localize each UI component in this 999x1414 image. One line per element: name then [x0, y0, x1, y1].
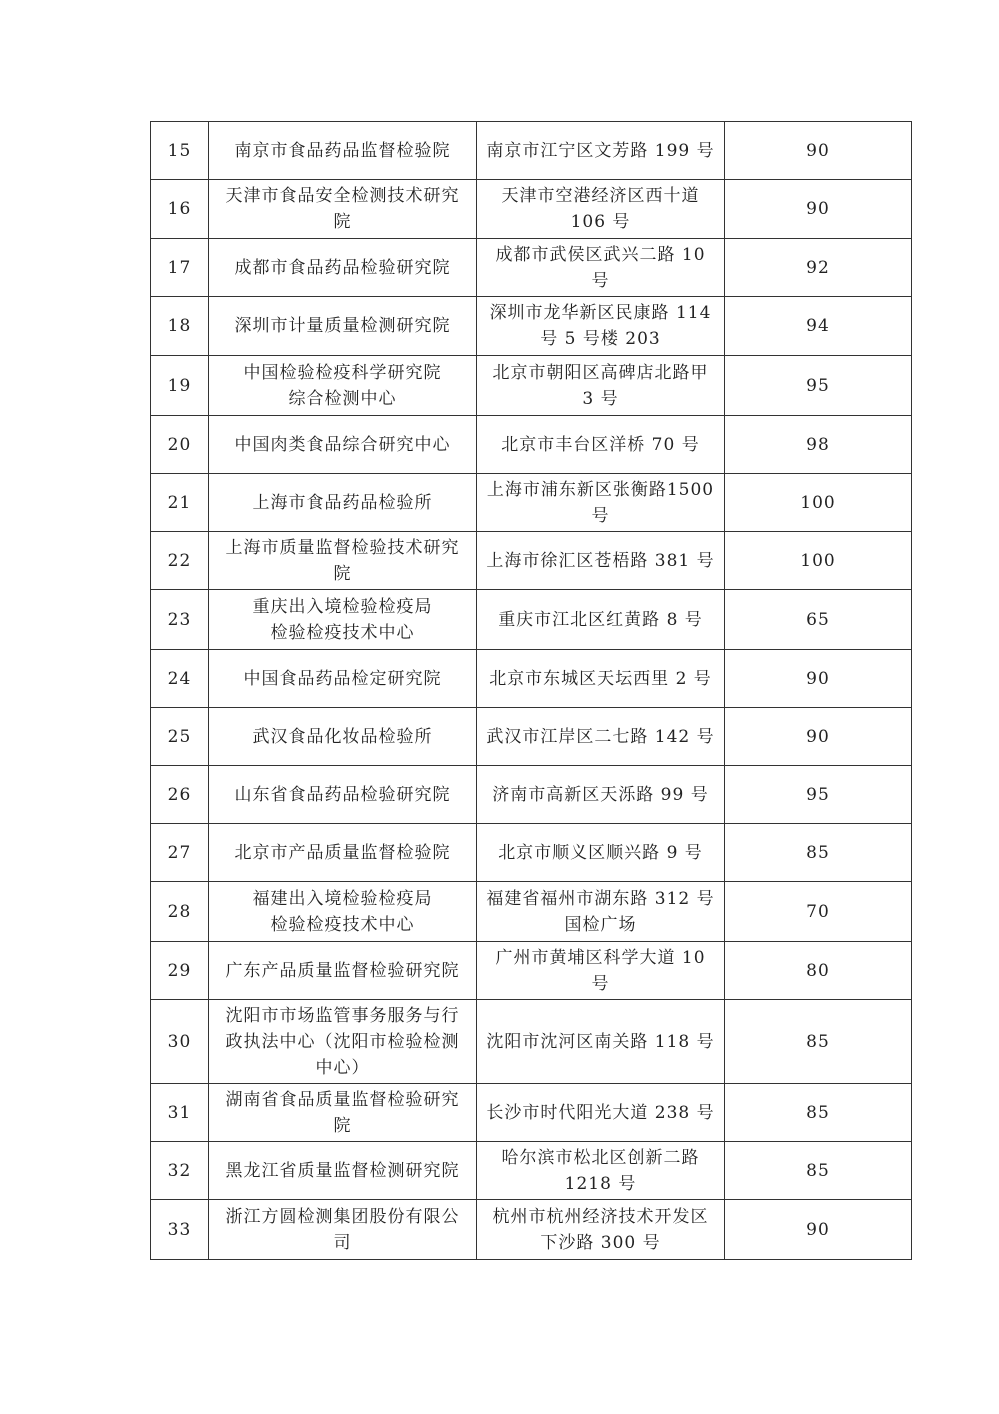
row-value: 100 [725, 474, 912, 532]
row-number: 22 [151, 532, 209, 590]
institution-name-line: 上海市食品药品检验所 [252, 492, 433, 513]
table-row [151, 1084, 912, 1142]
institution-address-line: 号 5 号楼 203 [540, 329, 661, 349]
institution-address-line: 上海市徐汇区苍梧路 381 号 [486, 550, 715, 571]
institution-address [477, 708, 725, 766]
row-number: 27 [151, 824, 209, 882]
institution-address [477, 297, 725, 356]
table-row [151, 532, 912, 590]
institution-address [477, 122, 725, 180]
table-row [151, 122, 912, 180]
row-value: 90 [725, 650, 912, 708]
institution-name-line: 山东省食品药品检验研究院 [234, 784, 451, 805]
institution-name-line: 天津市食品安全检测技术研究 [225, 186, 460, 206]
institution-address [477, 180, 725, 239]
institution-address-line: 号 [591, 505, 610, 526]
institution-name-line: 北京市产品质量监督检验院 [234, 842, 451, 863]
institution-name-line: 深圳市计量质量检测研究院 [234, 316, 451, 336]
institution-name [209, 942, 477, 1000]
row-value: 92 [725, 239, 912, 297]
institution-name [209, 474, 477, 532]
institution-address [477, 882, 725, 942]
institution-address [477, 239, 725, 297]
row-value: 90 [725, 180, 912, 239]
institution-name-line: 中国检验检疫科学研究院 [243, 362, 442, 383]
table-row [151, 239, 912, 297]
row-value: 85 [725, 1084, 912, 1142]
institution-address-line: 济南市高新区天泺路 99 号 [492, 784, 709, 805]
row-value: 85 [725, 1000, 912, 1084]
table-row [151, 297, 912, 356]
institution-name [209, 708, 477, 766]
institution-address-line: 长沙市时代阳光大道 238 号 [486, 1102, 715, 1123]
institution-address [477, 474, 725, 532]
institution-name-line: 武汉食品化妆品检验所 [252, 726, 433, 747]
table-row [151, 708, 912, 766]
institution-address-line: 武汉市江岸区二七路 142 号 [486, 726, 715, 747]
institution-name [209, 1200, 477, 1260]
institution-name-line: 综合检测中心 [288, 388, 397, 409]
row-number: 29 [151, 942, 209, 1000]
institution-name-line: 广东产品质量监督检验研究院 [225, 960, 460, 981]
table-body [151, 122, 912, 1260]
institution-name-line: 黑龙江省质量监督检测研究院 [225, 1160, 460, 1181]
row-value: 80 [725, 942, 912, 1000]
institution-name-line: 检验检疫技术中心 [270, 914, 415, 935]
row-value: 85 [725, 1142, 912, 1200]
row-value: 94 [725, 297, 912, 356]
institution-address-line: 天津市空港经济区西十道 [501, 186, 700, 206]
institution-name-line: 检验检疫技术中心 [270, 622, 415, 643]
institution-name-line: 院 [333, 563, 352, 584]
table-row [151, 1200, 912, 1260]
institution-address-line: 3 号 [582, 388, 619, 409]
institution-name-line: 司 [333, 1232, 352, 1253]
institution-address [477, 416, 725, 474]
institution-address [477, 1200, 725, 1260]
table-row [151, 474, 912, 532]
institution-address [477, 650, 725, 708]
row-value: 90 [725, 1200, 912, 1260]
row-value: 70 [725, 882, 912, 942]
row-value: 95 [725, 766, 912, 824]
institution-address-line: 北京市丰台区洋桥 70 号 [501, 434, 700, 455]
institution-name-line: 重庆出入境检验检疫局 [252, 596, 433, 617]
institution-address-line: 北京市顺义区顺兴路 9 号 [498, 842, 703, 863]
institution-address-line: 深圳市龙华新区民康路 114 [489, 303, 712, 323]
table-row [151, 766, 912, 824]
table-row [151, 590, 912, 650]
institution-address [477, 1084, 725, 1142]
institution-address-line: 哈尔滨市松北区创新二路 [501, 1147, 700, 1168]
institution-name-line: 上海市质量监督检验技术研究 [225, 537, 460, 558]
institution-address-line: 北京市朝阳区高碑店北路甲 [492, 362, 709, 383]
institution-address [477, 532, 725, 590]
row-value: 85 [725, 824, 912, 882]
row-number: 18 [151, 297, 209, 356]
row-number: 20 [151, 416, 209, 474]
row-number: 32 [151, 1142, 209, 1200]
row-number: 25 [151, 708, 209, 766]
institution-name-line: 南京市食品药品监督检验院 [234, 140, 451, 161]
institution-name [209, 416, 477, 474]
institution-name-line: 中心） [315, 1057, 370, 1078]
institution-name-line: 福建出入境检验检疫局 [252, 888, 433, 909]
row-number: 24 [151, 650, 209, 708]
row-number: 23 [151, 590, 209, 650]
row-value: 100 [725, 532, 912, 590]
institution-name-line: 中国肉类食品综合研究中心 [234, 434, 451, 455]
row-value: 90 [725, 122, 912, 180]
row-value: 95 [725, 356, 912, 416]
institution-name-line: 院 [333, 212, 352, 232]
institution-table [150, 121, 912, 1260]
institution-name [209, 239, 477, 297]
institution-address-line: 1218 号 [564, 1173, 637, 1194]
institution-address [477, 590, 725, 650]
table-row [151, 180, 912, 239]
row-number: 17 [151, 239, 209, 297]
table-row [151, 356, 912, 416]
institution-address-line: 广州市黄埔区科学大道 10 [495, 947, 706, 968]
institution-name [209, 824, 477, 882]
institution-name [209, 1142, 477, 1200]
institution-name [209, 766, 477, 824]
row-value: 65 [725, 590, 912, 650]
row-number: 26 [151, 766, 209, 824]
row-number: 21 [151, 474, 209, 532]
institution-name [209, 356, 477, 416]
institution-address [477, 942, 725, 1000]
institution-name [209, 532, 477, 590]
institution-name-line: 湖南省食品质量监督检验研究 [225, 1089, 460, 1110]
row-number: 30 [151, 1000, 209, 1084]
institution-name-line: 院 [333, 1115, 352, 1136]
table-row [151, 824, 912, 882]
institution-name-line: 政执法中心（沈阳市检验检测 [225, 1031, 460, 1052]
institution-address-line: 下沙路 300 号 [540, 1232, 661, 1253]
table-row [151, 1000, 912, 1084]
institution-address [477, 824, 725, 882]
institution-address-line: 成都市武侯区武兴二路 10 [495, 244, 706, 265]
institution-name-line: 沈阳市市场监管事务服务与行 [225, 1005, 460, 1026]
institution-address-line: 重庆市江北区红黄路 8 号 [498, 609, 703, 630]
institution-address [477, 356, 725, 416]
row-number: 15 [151, 122, 209, 180]
institution-address-line: 上海市浦东新区张衡路1500 [486, 479, 715, 500]
row-value: 90 [725, 708, 912, 766]
institution-name [209, 650, 477, 708]
institution-name-line: 成都市食品药品检验研究院 [234, 257, 451, 278]
institution-name [209, 590, 477, 650]
institution-address [477, 1000, 725, 1084]
row-number: 31 [151, 1084, 209, 1142]
institution-name-line: 中国食品药品检定研究院 [243, 668, 442, 689]
institution-name [209, 882, 477, 942]
institution-address-line: 国检广场 [564, 914, 637, 935]
row-number: 19 [151, 356, 209, 416]
institution-address-line: 北京市东城区天坛西里 2 号 [489, 668, 712, 689]
institution-address-line: 号 [591, 270, 610, 291]
institution-address [477, 766, 725, 824]
institution-name [209, 180, 477, 239]
institution-name [209, 1084, 477, 1142]
institution-address-line: 杭州市杭州经济技术开发区 [492, 1206, 709, 1227]
institution-address-line: 南京市江宁区文芳路 199 号 [486, 140, 715, 161]
table-row [151, 942, 912, 1000]
institution-address-line: 号 [591, 973, 610, 994]
table-row [151, 882, 912, 942]
row-number: 28 [151, 882, 209, 942]
table-row [151, 650, 912, 708]
table-row [151, 416, 912, 474]
row-value: 98 [725, 416, 912, 474]
institution-address-line: 福建省福州市湖东路 312 号 [486, 888, 715, 909]
row-number: 33 [151, 1200, 209, 1260]
institution-address-line: 沈阳市沈河区南关路 118 号 [486, 1031, 715, 1052]
institution-name-line: 浙江方圆检测集团股份有限公 [225, 1206, 460, 1227]
institution-address [477, 1142, 725, 1200]
institution-name [209, 297, 477, 356]
institution-name [209, 122, 477, 180]
row-number: 16 [151, 180, 209, 239]
institution-address-line: 106 号 [570, 212, 631, 232]
table-row [151, 1142, 912, 1200]
institution-name [209, 1000, 477, 1084]
